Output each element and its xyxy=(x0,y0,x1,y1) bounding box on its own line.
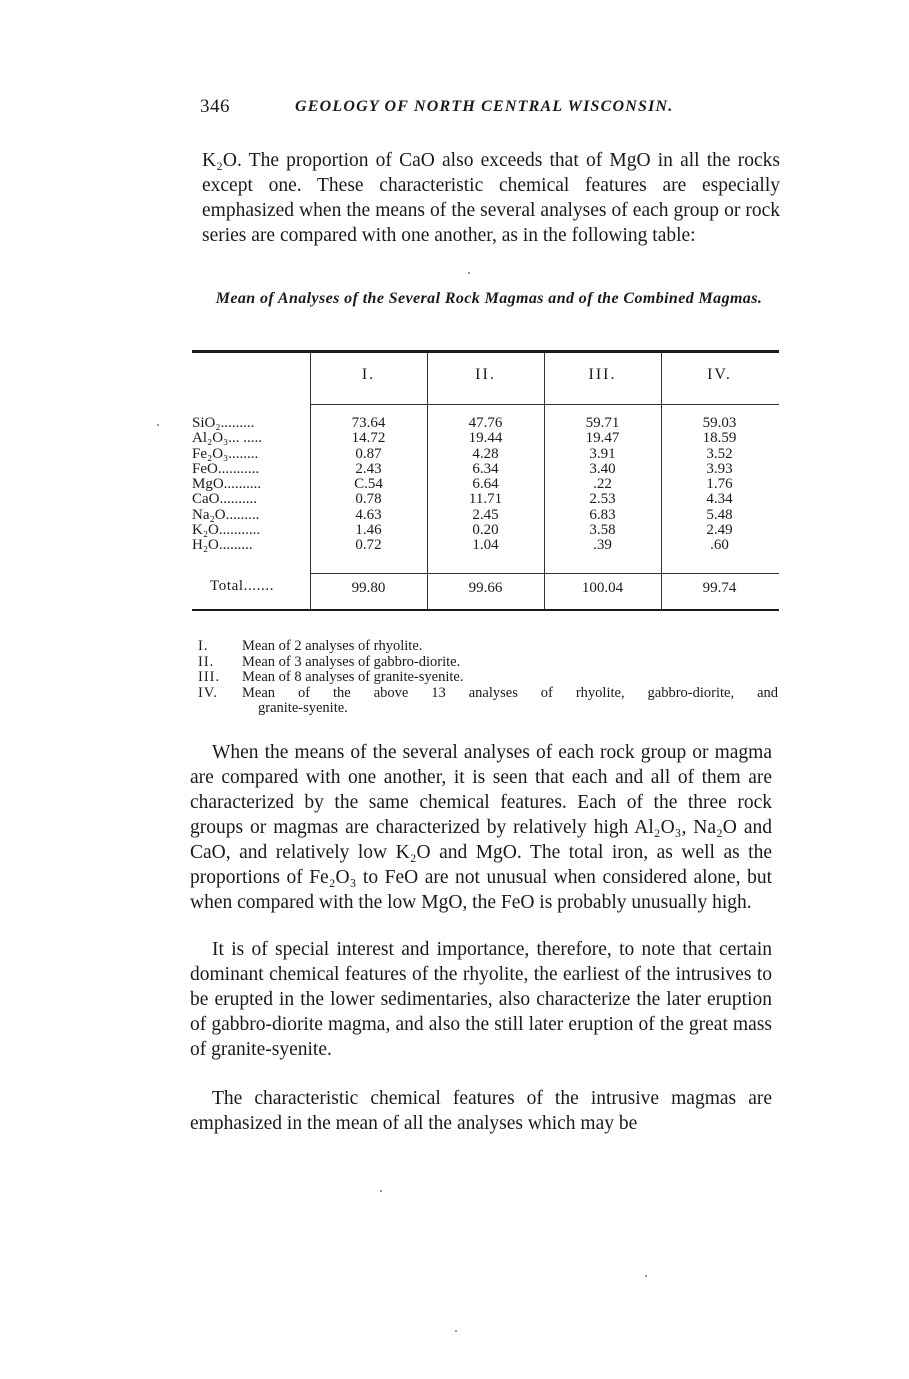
table-cell: 6.34 xyxy=(472,460,499,477)
table-cell: 0.78 xyxy=(355,491,382,508)
table-cell: 3.40 xyxy=(589,460,616,477)
footnote-text: Mean of 3 analyses of gabbro-diorite. xyxy=(242,653,461,670)
table-cell: 4.28 xyxy=(472,445,499,462)
leader-dots: .......... xyxy=(223,477,262,493)
body-paragraph: The characteristic chemical features of the intrusive magmas are emphasized in the mean of all the analyses which may be xyxy=(190,1088,772,1134)
table-cell: .60 xyxy=(710,537,729,554)
table-cell: 2.43 xyxy=(355,460,382,477)
table-cell: 47.76 xyxy=(468,415,503,431)
body-paragraph: When the means of the several analyses of each rock group or magma are compared with one another, it is seen that each and all of them are characterized by the same chemical features. Each of the three rock groups or magmas are characterized by relatively high Al₂O₃, Na₂O and CaO, and relatively low K₂O and MgO. The total iron, as well as the proportions of Fe₂O₃ to FeO are not unusual when considered alone, but when compared with the low MgO, the FeO is probably unusually high. xyxy=(190,742,772,913)
footnote-text: Mean of the above 13 analyses of rhyolite, gabbro-diorite, and xyxy=(242,684,778,701)
table-cell: 14.72 xyxy=(351,430,386,447)
oxide-name: Al₂O₃ xyxy=(192,431,229,447)
oxide-name: FeO xyxy=(192,461,218,477)
oxide-row xyxy=(192,523,310,538)
column-i-values xyxy=(310,416,427,554)
oxide-row xyxy=(192,462,310,477)
total-ii: 99.66 xyxy=(468,580,503,596)
leader-dots: .......... xyxy=(219,492,257,508)
oxide-name: MgO xyxy=(192,477,224,493)
table-top-rule xyxy=(192,350,779,353)
oxide-name: CaO xyxy=(192,492,220,508)
table-cell: .22 xyxy=(593,476,612,493)
column-header-iv: IV. xyxy=(707,366,732,383)
analyses-table xyxy=(192,350,779,612)
leader-dots: ......... xyxy=(225,507,260,523)
scan-speck xyxy=(380,1190,382,1192)
table-cell: 3.93 xyxy=(706,460,733,477)
total-iii: 100.04 xyxy=(581,580,624,596)
footnote-key: II. xyxy=(198,653,215,670)
leader-dots: ........... xyxy=(217,461,260,477)
table-cell: 11.71 xyxy=(468,491,503,508)
oxide-name: Fe₂O₃ xyxy=(192,446,229,462)
footnote xyxy=(198,686,778,717)
page-number: 346 xyxy=(200,96,230,117)
table-caption: Mean of Analyses of the Several Rock Magmas and of the Combined Magmas. xyxy=(215,290,763,307)
oxide-name: Na₂O xyxy=(192,507,226,523)
oxide-name: H₂O xyxy=(192,538,219,554)
table-cell: 5.48 xyxy=(706,506,733,523)
table-cell: 19.44 xyxy=(468,430,503,447)
page-header xyxy=(200,96,790,126)
table-cell: 19.47 xyxy=(585,430,620,447)
table-cell: 0.72 xyxy=(355,537,382,554)
table-cell: 3.91 xyxy=(589,445,616,462)
table-cell: C.54 xyxy=(354,476,383,493)
oxide-row xyxy=(192,492,310,507)
oxide-name: K₂O xyxy=(192,523,219,539)
table-footnotes xyxy=(198,639,778,717)
footnote-key: III. xyxy=(198,669,221,685)
scan-speck xyxy=(468,272,470,274)
column-iii-values xyxy=(544,416,661,554)
table-cell: 3.58 xyxy=(589,522,616,539)
footnote-key: I. xyxy=(198,638,209,654)
intro-paragraph: K₂O. The proportion of CaO also exceeds that of MgO in all the rocks except one. These characteristic chemical features are especially emphasized when the means of the several analyses of each group or rock series are compared with one another, as in the following table: xyxy=(202,150,780,246)
table-cell: 2.45 xyxy=(472,506,499,523)
table-cell: 2.53 xyxy=(589,491,616,508)
leader-dots: ... ..... xyxy=(228,431,263,447)
table-cell: 2.49 xyxy=(706,522,733,539)
table-cell: 59.03 xyxy=(702,415,737,431)
footnote xyxy=(198,655,778,671)
footnote xyxy=(198,670,778,686)
table-cell: 0.20 xyxy=(472,522,499,539)
table-cell: 4.34 xyxy=(706,491,733,508)
table-cell: 4.63 xyxy=(355,506,382,523)
leader-dots: ......... xyxy=(220,416,255,431)
footnote-key: IV. xyxy=(198,684,219,701)
scan-speck xyxy=(645,1275,647,1277)
table-cell: 6.64 xyxy=(472,476,499,493)
table-cell: 59.71 xyxy=(585,415,620,431)
leader-dots: ......... xyxy=(218,538,253,554)
column-header-i: I. xyxy=(361,366,376,383)
footnote xyxy=(198,639,778,655)
table-cell: 0.87 xyxy=(355,445,382,462)
footnote-text: Mean of 8 analyses of granite-syenite. xyxy=(242,669,464,685)
total-iv: 99.74 xyxy=(702,580,737,596)
oxide-row xyxy=(192,431,310,446)
leader-dots: ........ xyxy=(228,446,259,462)
scan-speck xyxy=(455,1330,457,1332)
body-paragraph: It is of special interest and importance, therefore, to note that certain dominant chemical features of the rhyolite, the earliest of the intrusives to be erupted in the lower sedimentaries, also characterize the later eruption of gabbro-diorite magma, and also the still later eruption of the great mass of granite-syenite. xyxy=(190,939,772,1060)
table-bottom-rule xyxy=(192,609,779,611)
total-label: Total....... xyxy=(210,578,275,594)
column-header-iii: III. xyxy=(588,366,617,383)
column-header-ii: II. xyxy=(475,366,496,383)
table-cell: .39 xyxy=(593,537,612,554)
column-iv-values xyxy=(661,416,778,554)
table-cell: 6.83 xyxy=(589,506,616,523)
table-cell: 1.76 xyxy=(706,476,733,493)
table-cell: 1.46 xyxy=(355,522,382,539)
total-i: 99.80 xyxy=(351,580,386,596)
table-cell: 3.52 xyxy=(706,445,733,462)
table-cell: 73.64 xyxy=(351,415,386,431)
table-cell: 1.04 xyxy=(472,537,499,554)
oxide-row xyxy=(192,538,310,553)
column-ii-values xyxy=(427,416,544,554)
footnote-continuation: granite-syenite. xyxy=(258,700,348,716)
oxide-row xyxy=(192,508,310,523)
running-title: GEOLOGY OF NORTH CENTRAL WISCONSIN. xyxy=(295,98,674,115)
oxide-row xyxy=(192,416,310,431)
footnote-text: Mean of 2 analyses of rhyolite. xyxy=(242,638,423,654)
scan-speck xyxy=(157,424,159,426)
oxide-name: SiO₂ xyxy=(192,416,221,431)
oxide-row xyxy=(192,477,310,492)
oxide-column xyxy=(192,416,310,554)
oxide-row xyxy=(192,447,310,462)
leader-dots: ........... xyxy=(218,523,261,539)
table-cell: 18.59 xyxy=(702,430,737,447)
